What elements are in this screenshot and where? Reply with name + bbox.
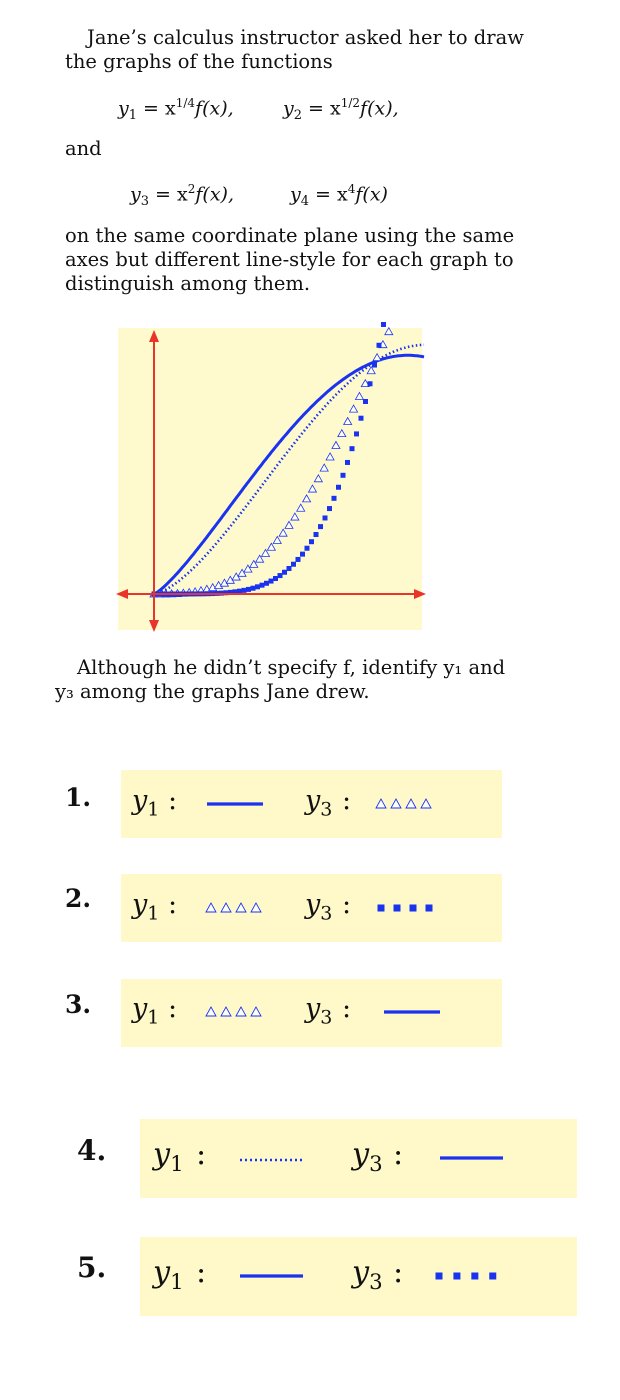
option-y3-label-sub: 3 bbox=[369, 1151, 383, 1177]
line-style-swatch-triangles bbox=[375, 794, 441, 814]
curve-triangle-marker bbox=[314, 475, 322, 482]
option-y3-label-sub: 3 bbox=[369, 1269, 383, 1295]
option-y3-label-colon: : bbox=[342, 785, 352, 816]
curve-square-marker bbox=[273, 576, 278, 581]
eq-y4-var: y bbox=[290, 183, 301, 206]
option-y1-label-sub: 1 bbox=[170, 1151, 184, 1177]
eq-y4-rhs: = x bbox=[309, 183, 348, 206]
eq-y1-rhs: = x bbox=[137, 97, 176, 120]
option-y1-label-colon: : bbox=[168, 889, 178, 920]
swatch-square-marker bbox=[453, 1273, 460, 1280]
curve-triangle-marker bbox=[320, 464, 328, 471]
curve-triangle-marker bbox=[338, 430, 346, 437]
curve-square-marker bbox=[314, 532, 319, 537]
option-y1-label-var: y bbox=[153, 1136, 171, 1172]
option-y3-label-var: y bbox=[305, 993, 321, 1024]
curve-square-marker bbox=[372, 363, 377, 368]
option-y1-label-sub: 1 bbox=[147, 1006, 160, 1029]
curve-square-marker bbox=[327, 506, 332, 511]
curve-square-marker bbox=[278, 573, 283, 578]
eq-y1-exp: 1/4 bbox=[175, 96, 196, 110]
swatch-square-marker bbox=[410, 905, 417, 912]
curve-solid bbox=[154, 355, 424, 594]
swatch-triangle-marker bbox=[251, 903, 261, 912]
eq-y2-rhs: = x bbox=[302, 97, 341, 120]
option-y3-label-sub: 3 bbox=[320, 902, 333, 925]
swatch-triangle-marker bbox=[391, 799, 401, 808]
curve-square-marker bbox=[318, 524, 323, 529]
swatch-triangle-marker bbox=[236, 903, 246, 912]
curve-square-marker bbox=[345, 460, 350, 465]
curve-square-marker bbox=[264, 581, 269, 586]
equation-y4 bbox=[290, 182, 388, 209]
curve-triangle-marker bbox=[279, 529, 287, 536]
curve-triangle-marker bbox=[367, 367, 375, 374]
curve-square-marker bbox=[296, 557, 301, 562]
curve-triangle-marker bbox=[308, 485, 316, 492]
curve-triangle-marker bbox=[332, 441, 340, 448]
swatch-square-marker bbox=[378, 905, 385, 912]
line-style-swatch-triangles bbox=[205, 898, 271, 918]
eq-y1-tail: f(x), bbox=[195, 97, 234, 120]
eq-y3-rhs: = x bbox=[149, 183, 188, 206]
curve-square-marker bbox=[287, 566, 292, 571]
line-style-swatch-squares bbox=[433, 1266, 507, 1286]
option-y3-label-sub: 3 bbox=[320, 798, 333, 821]
option-y3-label-colon: : bbox=[342, 993, 352, 1024]
option-y1-label-sub: 1 bbox=[147, 798, 160, 821]
option-number: 2. bbox=[65, 884, 92, 913]
curve-square-marker bbox=[336, 485, 341, 490]
eq-y1-sub: 1 bbox=[128, 108, 138, 124]
eq-y2-tail: f(x), bbox=[360, 97, 399, 120]
curve-square-marker bbox=[255, 584, 260, 589]
curve-square-marker bbox=[359, 416, 364, 421]
intro-text: Jane’s calculus instructor asked her to draw the graphs of the functions bbox=[65, 26, 524, 73]
swatch-square-marker bbox=[489, 1273, 496, 1280]
eq-y3-exp: 2 bbox=[187, 182, 196, 196]
eq-y2-var: y bbox=[283, 97, 294, 120]
curve-triangle-marker bbox=[373, 354, 381, 361]
curve-square-marker bbox=[300, 552, 305, 557]
option-y3-label-colon: : bbox=[393, 1254, 404, 1290]
eq-y2-exp: 1/2 bbox=[340, 96, 361, 110]
curve-triangle-marker bbox=[385, 328, 393, 335]
eq-y3-tail: f(x), bbox=[195, 183, 234, 206]
eq-y4-tail: f(x) bbox=[355, 183, 388, 206]
option-number: 3. bbox=[65, 990, 92, 1019]
curve-triangle-marker bbox=[297, 504, 305, 511]
option-y3-label-var: y bbox=[352, 1254, 370, 1290]
option-y1-label-sub: 1 bbox=[170, 1269, 184, 1295]
option-y1-label-var: y bbox=[132, 993, 148, 1024]
option-y1-label-var: y bbox=[153, 1254, 171, 1290]
eq-y2-sub: 2 bbox=[293, 108, 303, 124]
line-style-swatch-solid bbox=[205, 794, 271, 814]
option-y1-label-colon: : bbox=[196, 1254, 207, 1290]
option-y3-label bbox=[305, 785, 332, 820]
option-y1-label bbox=[153, 1255, 184, 1295]
swatch-triangle-marker bbox=[221, 903, 231, 912]
option-y1-label-colon: : bbox=[168, 993, 178, 1024]
x-axis-arrow-left bbox=[116, 589, 128, 599]
curve-square-marker bbox=[242, 588, 247, 593]
option-y1-label-colon: : bbox=[196, 1136, 207, 1172]
swatch-triangle-marker bbox=[236, 1007, 246, 1016]
curve-square-marker bbox=[323, 515, 328, 520]
swatch-square-marker bbox=[426, 905, 433, 912]
eq-y4-exp: 4 bbox=[347, 182, 356, 196]
curve-square-marker bbox=[363, 399, 368, 404]
option-y3-label-var: y bbox=[305, 889, 321, 920]
line-style-swatch-solid bbox=[382, 1002, 448, 1022]
option-y1-label-var: y bbox=[132, 785, 148, 816]
option-number: 4. bbox=[77, 1134, 107, 1167]
option-y3-label-colon: : bbox=[342, 889, 352, 920]
option-y1-label bbox=[132, 993, 159, 1028]
eq-y1-var: y bbox=[118, 97, 129, 120]
curve-triangle-marker bbox=[291, 513, 299, 520]
option-y1-label-sub: 1 bbox=[147, 902, 160, 925]
curve-square-marker bbox=[309, 539, 314, 544]
curve-square-marker bbox=[354, 431, 359, 436]
line-style-swatch-triangles bbox=[205, 1002, 271, 1022]
curve-dotted bbox=[154, 345, 424, 594]
curve-square-marker bbox=[291, 562, 296, 567]
curve-square-marker bbox=[332, 496, 337, 501]
swatch-triangle-marker bbox=[251, 1007, 261, 1016]
question-text: Although he didn’t specify f, identify y₁ and y₃ among the graphs Jane drew. bbox=[55, 656, 506, 703]
curve-square-marker bbox=[368, 381, 373, 386]
swatch-triangle-marker bbox=[376, 799, 386, 808]
curve-triangle-marker bbox=[285, 521, 293, 528]
eq-y3-var: y bbox=[130, 183, 141, 206]
y-axis-arrow-down bbox=[149, 620, 159, 632]
line-style-swatch-solid bbox=[238, 1266, 312, 1286]
curves-group bbox=[150, 322, 424, 597]
option-y1-label bbox=[132, 889, 159, 924]
swatch-triangle-marker bbox=[206, 1007, 216, 1016]
curve-triangle-marker bbox=[350, 405, 358, 412]
option-y3-label-var: y bbox=[352, 1136, 370, 1172]
line-style-swatch-squares bbox=[375, 898, 441, 918]
line-style-swatch-solid bbox=[438, 1148, 512, 1168]
curve-square-marker bbox=[237, 589, 242, 594]
option-y1-label bbox=[132, 785, 159, 820]
swatch-square-marker bbox=[471, 1273, 478, 1280]
option-y1-label-var: y bbox=[132, 889, 148, 920]
option-y3-label bbox=[352, 1137, 383, 1177]
y-axis-arrow-up bbox=[149, 330, 159, 342]
curve-square-marker bbox=[377, 343, 382, 348]
line-style-swatch-dotted bbox=[238, 1148, 312, 1168]
swatch-triangle-marker bbox=[221, 1007, 231, 1016]
curve-square-marker bbox=[260, 583, 265, 588]
curve-triangle-marker bbox=[344, 418, 352, 425]
swatch-triangle-marker bbox=[421, 799, 431, 808]
question-paragraph bbox=[55, 656, 525, 704]
swatch-square-marker bbox=[394, 905, 401, 912]
curve-square-marker bbox=[350, 446, 355, 451]
equation-y3 bbox=[130, 182, 234, 209]
curve-square-marker bbox=[282, 570, 287, 575]
option-y3-label-var: y bbox=[305, 785, 321, 816]
curve-triangle-marker bbox=[267, 543, 275, 550]
and-word: and bbox=[65, 137, 102, 160]
option-y3-label-colon: : bbox=[393, 1136, 404, 1172]
curve-square-marker bbox=[305, 546, 310, 551]
curve-square-marker bbox=[251, 586, 256, 591]
curve-triangle-marker bbox=[326, 453, 334, 460]
equation-y1 bbox=[118, 96, 234, 123]
eq-y4-sub: 4 bbox=[300, 194, 310, 210]
instructions-paragraph: on the same coordinate plane using the same axes but different line-style for each graph to distinguish among them. bbox=[65, 224, 515, 295]
x-axis-arrow-right bbox=[414, 589, 426, 599]
option-number: 1. bbox=[65, 783, 92, 812]
option-y3-label-sub: 3 bbox=[320, 1006, 333, 1029]
curve-square-marker bbox=[341, 473, 346, 478]
option-y3-label bbox=[305, 993, 332, 1028]
option-y3-label bbox=[305, 889, 332, 924]
equation-y2 bbox=[283, 96, 399, 123]
swatch-triangle-marker bbox=[406, 799, 416, 808]
curve-square-marker bbox=[381, 322, 386, 327]
curve-triangle-marker bbox=[303, 495, 311, 502]
swatch-triangle-marker bbox=[206, 903, 216, 912]
curve-square-marker bbox=[246, 587, 251, 592]
option-y1-label bbox=[153, 1137, 184, 1177]
option-y1-label-colon: : bbox=[168, 785, 178, 816]
curve-triangle-marker bbox=[273, 536, 281, 543]
option-number: 5. bbox=[77, 1251, 107, 1284]
curve-square-marker bbox=[269, 579, 274, 584]
swatch-square-marker bbox=[436, 1273, 443, 1280]
intro-paragraph bbox=[65, 26, 535, 74]
option-y3-label bbox=[352, 1255, 383, 1295]
curve-triangle-marker bbox=[355, 392, 363, 399]
graph bbox=[100, 318, 430, 638]
eq-y3-sub: 3 bbox=[140, 194, 150, 210]
